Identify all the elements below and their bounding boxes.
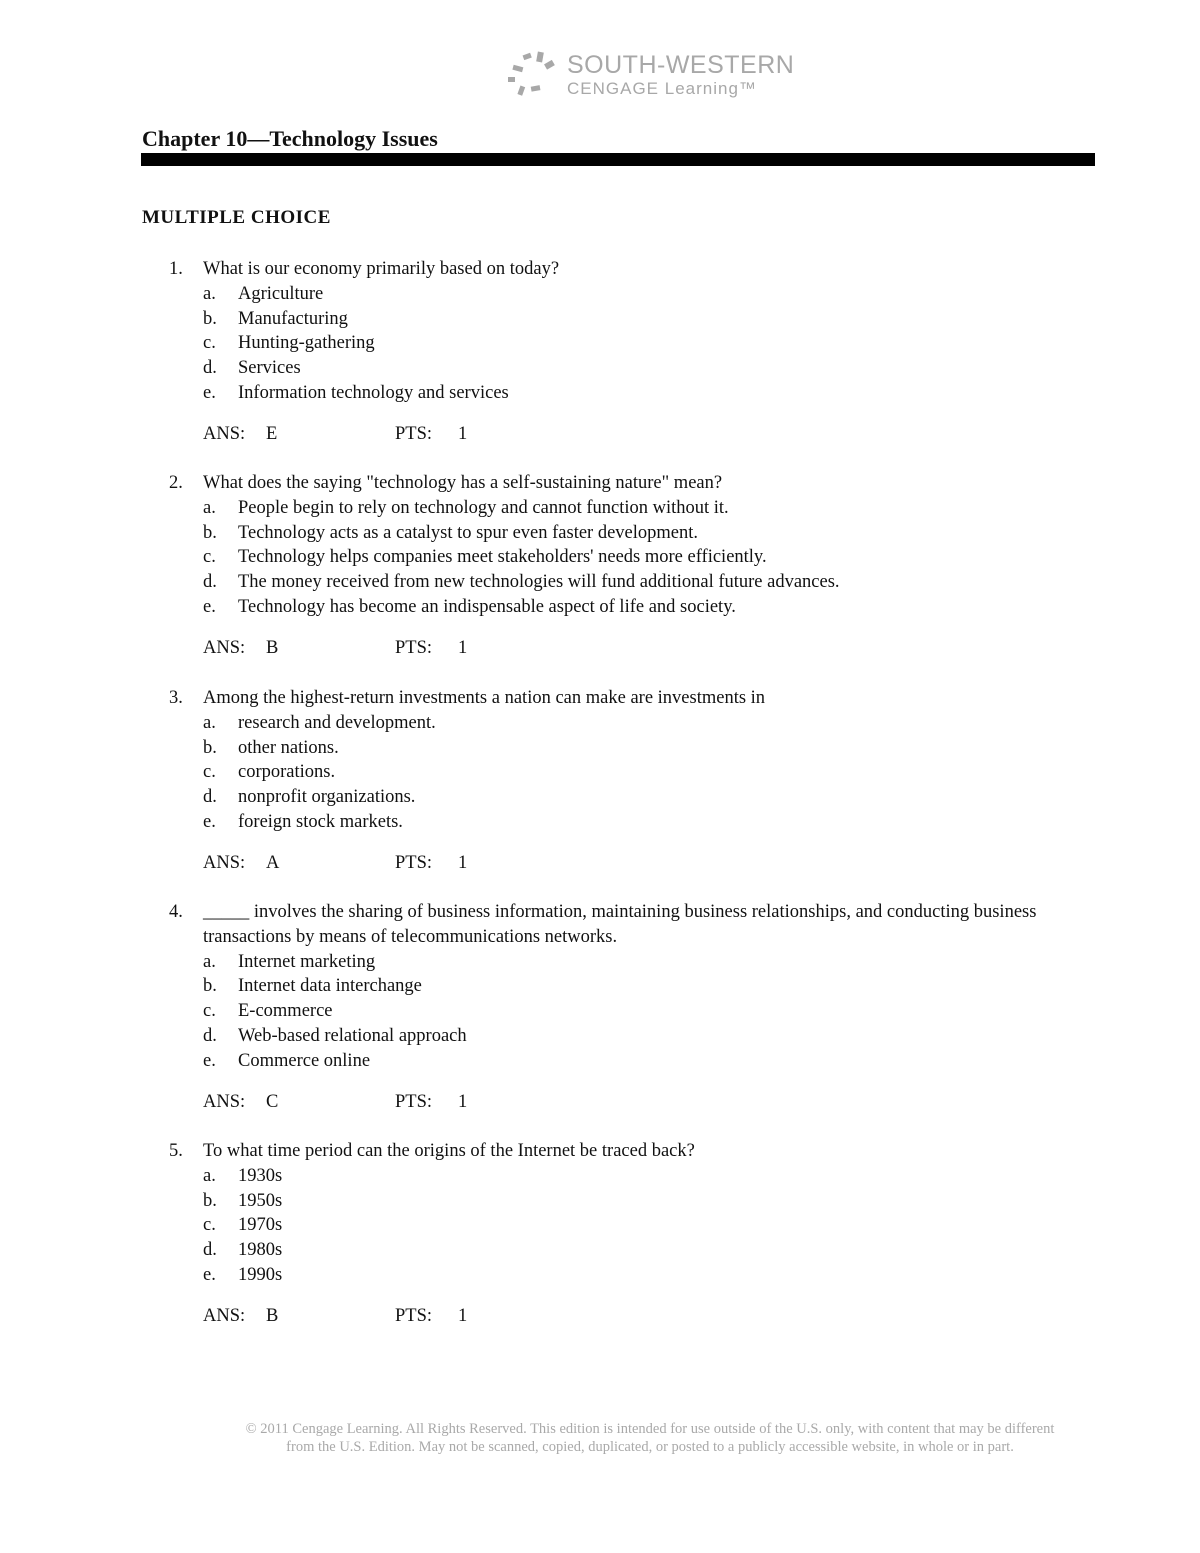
choice-text: 1930s <box>238 1165 283 1186</box>
choice-letter: c. <box>203 333 216 354</box>
points-label: PTS: <box>395 424 433 444</box>
choice-text: Technology helps companies meet stakeholders' needs more efficiently. <box>238 547 767 568</box>
cengage-spark-icon <box>505 50 561 102</box>
footer-line-1: © 2011 Cengage Learning. All Rights Reserved. This edition is intended for use outside of the U.S. only, with content that may be different <box>245 1421 1055 1437</box>
choice-letter: c. <box>203 1001 216 1022</box>
choice-text: Internet data interchange <box>238 976 422 997</box>
question-number: 3. <box>169 688 183 708</box>
choice-text: other nations. <box>238 737 339 758</box>
choice-text: Hunting-gathering <box>238 333 375 354</box>
question-2 <box>0 471 1200 671</box>
points-label: PTS: <box>395 1306 433 1326</box>
choice-letter: e. <box>203 812 216 832</box>
question-5 <box>0 1139 1200 1339</box>
choice-text: 1980s <box>238 1240 283 1261</box>
question-stem: Among the highest-return investments a nation can make are investments in <box>203 688 766 708</box>
choice-text: E-commerce <box>238 1001 333 1022</box>
question-stem: What is our economy primarily based on today? <box>203 259 560 279</box>
points-label: PTS: <box>395 1092 433 1112</box>
question-number: 4. <box>169 902 183 922</box>
choice-letter: d. <box>203 572 217 593</box>
choice-letter: b. <box>203 522 217 543</box>
choice-text: Internet marketing <box>238 951 376 972</box>
question-stem: What does the saying "technology has a self-sustaining nature" mean? <box>203 473 723 493</box>
copyright-footer <box>180 1421 1120 1456</box>
choice-text: 1970s <box>238 1215 283 1236</box>
choice-letter: e. <box>203 1265 216 1285</box>
answer-label: ANS: <box>203 853 246 873</box>
points-label: PTS: <box>395 853 433 873</box>
question-1 <box>0 257 1200 457</box>
choice-letter: d. <box>203 1240 217 1261</box>
question-number: 1. <box>169 259 183 279</box>
choice-letter: d. <box>203 358 217 379</box>
points-value: 1 <box>458 1092 468 1112</box>
points-value: 1 <box>458 424 468 444</box>
answer-value: A <box>266 853 280 873</box>
answer-label: ANS: <box>203 1306 246 1326</box>
answer-label: ANS: <box>203 424 246 444</box>
answer-value: E <box>266 424 278 444</box>
choice-letter: e. <box>203 383 216 403</box>
choice-letter: b. <box>203 1190 217 1211</box>
choice-text: 1990s <box>238 1265 283 1285</box>
choice-text: research and development. <box>238 712 436 733</box>
choice-letter: c. <box>203 1215 216 1236</box>
question-number: 2. <box>169 473 183 493</box>
choice-text: People begin to rely on technology and cannot function without it. <box>238 497 729 518</box>
choice-letter: a. <box>203 497 216 518</box>
choice-text: corporations. <box>238 762 336 783</box>
choice-text: The money received from new technologies will fund additional future advances. <box>238 572 840 593</box>
choice-letter: b. <box>203 737 217 758</box>
choice-letter: a. <box>203 1165 216 1186</box>
answer-value: B <box>266 638 279 658</box>
points-label: PTS: <box>395 638 433 658</box>
choice-text: Commerce online <box>238 1050 371 1071</box>
publisher-logo <box>505 50 805 102</box>
footer-line-2: from the U.S. Edition. May not be scanned, copied, duplicated, or posted to a publicly accessible website, in whole or in part. <box>286 1438 1014 1455</box>
question-number: 5. <box>169 1141 183 1161</box>
choice-text: Manufacturing <box>238 308 348 329</box>
question-stem: To what time period can the origins of the Internet be traced back? <box>203 1141 695 1161</box>
choice-letter: c. <box>203 762 216 783</box>
choice-letter: a. <box>203 283 216 304</box>
choice-letter: e. <box>203 1050 216 1071</box>
points-value: 1 <box>458 853 468 873</box>
answer-value: C <box>266 1092 279 1112</box>
choice-letter: e. <box>203 597 216 617</box>
choice-text: Web-based relational approach <box>238 1026 467 1046</box>
chapter-title: Chapter 10—Technology Issues <box>142 126 438 151</box>
choice-text: Information technology and services <box>238 383 509 403</box>
question-4 <box>0 900 1200 1125</box>
logo-line-1: SOUTH-WESTERN <box>567 51 795 79</box>
question-3 <box>0 686 1200 886</box>
choice-text: Technology has become an indispensable aspect of life and society. <box>238 597 736 617</box>
choice-text: Technology acts as a catalyst to spur even faster development. <box>238 522 699 543</box>
choice-letter: d. <box>203 1026 217 1046</box>
choice-text: Services <box>238 358 301 379</box>
answer-label: ANS: <box>203 638 246 658</box>
choice-letter: a. <box>203 951 216 972</box>
points-value: 1 <box>458 1306 468 1326</box>
answer-label: ANS: <box>203 1092 246 1112</box>
answer-value: B <box>266 1306 279 1326</box>
choice-text: nonprofit organizations. <box>238 787 416 808</box>
points-value: 1 <box>458 638 468 658</box>
section-heading: MULTIPLE CHOICE <box>142 207 331 228</box>
choice-letter: c. <box>203 547 216 568</box>
choice-text: foreign stock markets. <box>238 812 403 832</box>
logo-line-2: CENGAGE Learning™ <box>567 79 757 98</box>
question-stem: _____ involves the sharing of business information, maintaining business relationships, and conducting business transactions by means of telecommunications networks. <box>203 902 1037 947</box>
choice-letter: d. <box>203 787 217 808</box>
choice-text: 1950s <box>238 1190 283 1211</box>
title-rule <box>141 153 1095 166</box>
choice-letter: b. <box>203 976 217 997</box>
choice-text: Agriculture <box>238 283 324 304</box>
choice-letter: a. <box>203 712 216 733</box>
choice-letter: b. <box>203 308 217 329</box>
